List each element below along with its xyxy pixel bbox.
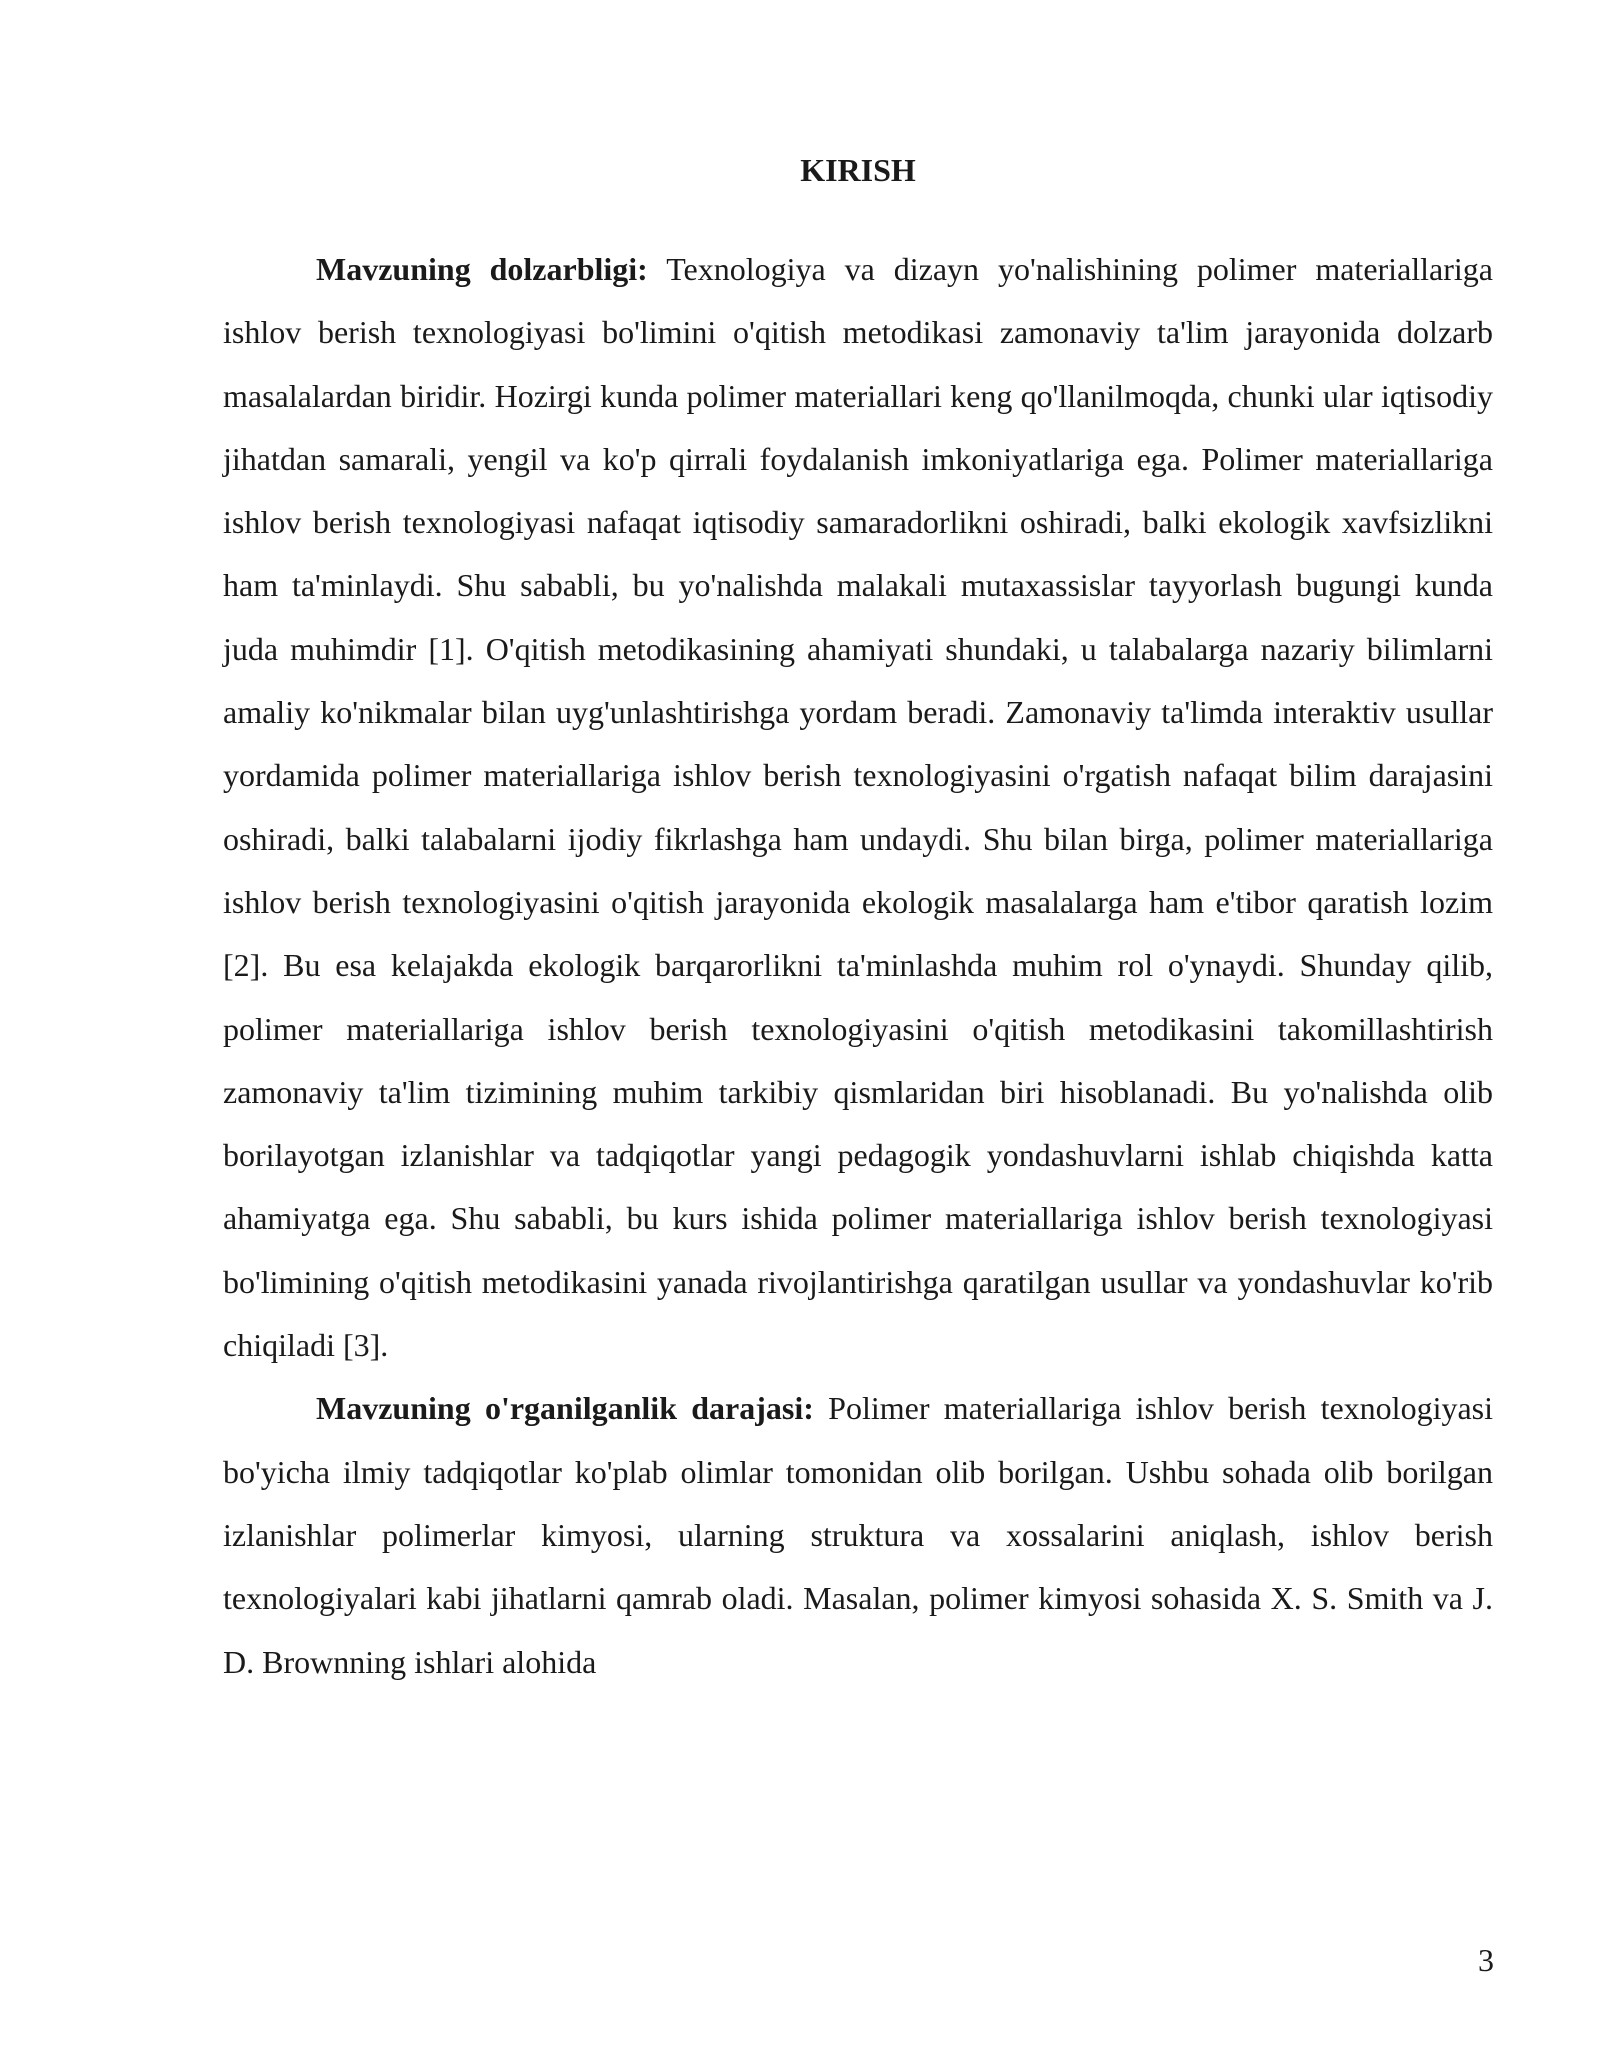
body-text: [223, 238, 1493, 1694]
paragraph-relevance: [223, 238, 1493, 1377]
paragraph-text: Polimer materiallariga ishlov berish texnologiyasi bo'yicha ilmiy tadqiqotlar ko'plab olimlar tomonidan olib borilgan. Ushbu sohada olib borilgan izlanishlar polimerlar kimyosi, ularning struktura va xossalarini aniqlash, ishlov berish texnologiyalari kabi jihatlarni qamrab oladi. Masalan, polimer kimyosi sohasida X. S. Smith va J. D. Brownning ishlari alohida: [223, 1390, 1493, 1680]
page-number: 3: [1478, 1942, 1494, 1978]
paragraph-study-level: [223, 1377, 1493, 1693]
paragraph-lead: Mavzuning dolzarbligi:: [316, 251, 648, 287]
paragraph-text: Texnologiya va dizayn yo'nalishining polimer materiallariga ishlov berish texnologiyasi bo'limini o'qitish metodikasi zamonaviy ta'lim jarayonida dolzarb masalalardan biridir. Hozirgi kunda polimer materiallari keng qo'llanilmoqda, chunki ular iqtisodiy jihatdan samarali, yengil va ko'p qirrali foydalanish imkoniyatlariga ega. Polimer materiallariga ishlov berish texnologiyasi nafaqat iqtisodiy samaradorlikni oshiradi, balki ekologik xavfsizlikni ham ta'minlaydi. Shu sababli, bu yo'nalishda malakali mutaxassislar tayyorlash bugungi kunda juda muhimdir [1]. O'qitish metodikasining ahamiyati shundaki, u talabalarga nazariy bilimlarni amaliy ko'nikmalar bilan uyg'unlashtirishga yordam beradi. Zamonaviy ta'limda interaktiv usullar yordamida polimer materiallariga ishlov berish texnologiyasini o'rgatish nafaqat bilim darajasini oshiradi, balki talabalarni ijodiy fikrlashga ham undaydi. Shu bilan birga, polimer materiallariga ishlov berish texnologiyasini o'qitish jarayonida ekologik masalalarga ham e'tibor qaratish lozim [2]. Bu esa kelajakda ekologik barqarorlikni ta'minlashda muhim rol o'ynaydi. Shunday qilib, polimer materiallariga ishlov berish texnologiyasini o'qitish metodikasini takomillashtirish zamonaviy ta'lim tizimining muhim tarkibiy qismlaridan biri hisoblanadi. Bu yo'nalishda olib borilayotgan izlanishlar va tadqiqotlar yangi pedagogik yondashuvlarni ishlab chiqishda katta ahamiyatga ega. Shu sababli, bu kurs ishida polimer materiallariga ishlov berish texnologiyasi bo'limining o'qitish metodikasini yanada rivojlantirishga qaratilgan usullar va yondashuvlar ko'rib chiqiladi [3].: [223, 251, 1494, 1364]
section-heading: KIRISH: [800, 152, 916, 188]
paragraph-lead: Mavzuning o'rganilganlik darajasi:: [316, 1390, 814, 1427]
